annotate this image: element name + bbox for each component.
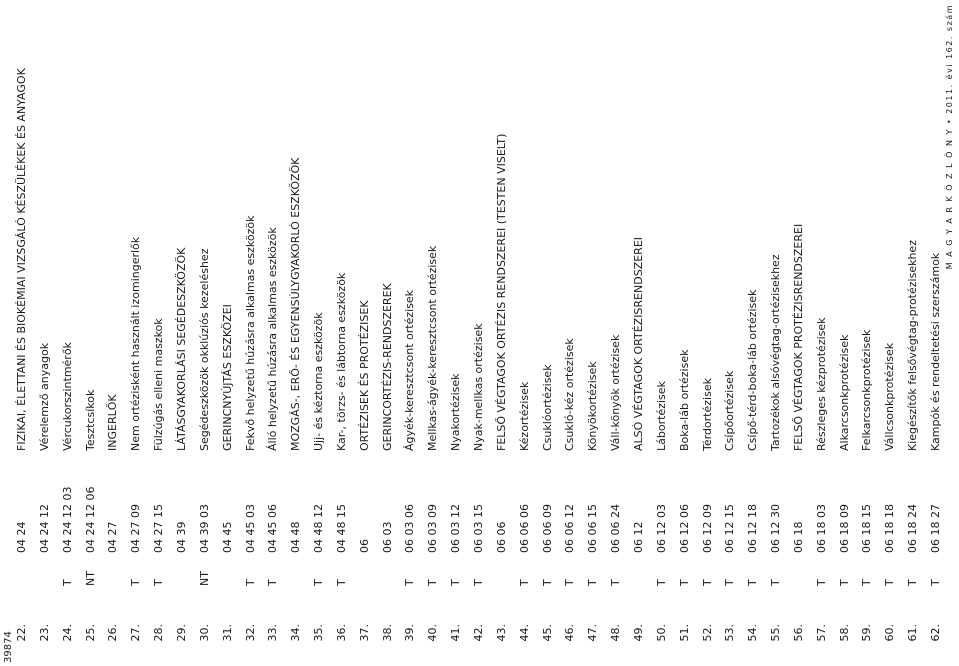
row-mark: T [723,579,737,586]
item-name: Kiegészítők felsővégtag-protézisekhez [906,240,920,451]
iso-code: 04 24 12 03 [60,486,74,553]
table-row [106,0,122,666]
iso-code: 04 39 [174,521,188,553]
row-mark: T [883,579,897,586]
table-row [723,0,739,666]
row-number: 25. [83,624,97,642]
row-mark: NT [83,571,97,586]
iso-code: 06 06 15 [586,504,600,553]
item-name: INGERLŐK [106,394,120,451]
item-name: ALSÓ VÉGTAGOK ORTÉZISRENDSZEREI [631,236,645,451]
row-number: 24. [60,624,74,642]
iso-code: 06 03 12 [449,504,463,553]
table-row [381,0,397,666]
iso-code: 06 12 30 [769,504,783,553]
item-name: Vállcsonkprotézisek [883,342,897,451]
table-row [609,0,625,666]
item-name: Kar-, törzs- és lábtorna eszközök [334,272,348,451]
iso-code: 06 03 06 [403,504,417,553]
item-name: Könyökortézisek [586,361,600,451]
row-number: 50. [654,624,668,642]
table-row [403,0,419,666]
row-mark: T [449,579,463,586]
row-number: 62. [929,624,942,642]
iso-code: 06 12 06 [677,504,691,553]
item-name: Lábortézisek [654,381,668,451]
iso-code: 06 06 [494,521,508,553]
row-number: 38. [380,624,394,642]
row-number: 34. [289,624,303,642]
table-row [815,0,831,666]
table-row [221,0,237,666]
table-row [472,0,488,666]
row-number: 33. [266,624,280,642]
iso-code: 04 45 03 [243,504,257,553]
row-mark: T [129,579,143,586]
table-row [563,0,579,666]
table-row [678,0,694,666]
item-name: GERINCNYÚJTÁS ESZKÖZEI [220,304,234,451]
page-number: 39874 [3,631,14,663]
row-number: 31. [220,624,234,642]
row-mark: T [152,579,166,586]
iso-code: 06 03 09 [426,504,440,553]
iso-code: 06 18 18 [883,504,897,553]
row-number: 26. [106,624,120,642]
iso-code: 06 18 27 [929,504,942,553]
item-name: ORTÉZISEK ÉS PROTÉZISEK [357,300,371,451]
iso-code: 06 12 03 [654,504,668,553]
table-row [769,0,785,666]
iso-code: 04 27 [106,521,120,553]
row-number: 48. [609,624,623,642]
row-number: 41. [449,624,463,642]
row-mark: T [312,579,326,586]
row-mark: T [906,579,920,586]
table-row [198,0,214,666]
item-name: Vérelemző anyagok [37,342,51,451]
item-name: MOZGÁS-, ERŐ- ÉS EGYENSÚLYGYAKORLÓ ESZKÖZÖK [289,157,303,451]
item-name: Felkarcsonkprotézisek [860,329,874,451]
row-mark: T [243,579,257,586]
table-row [358,0,374,666]
row-number: 30. [197,624,211,642]
row-number: 52. [700,624,714,642]
iso-code: 04 24 12 [37,504,51,553]
item-name: Ujj- és kéztorna eszközök [312,312,326,451]
table-row [586,0,602,666]
row-number: 35. [312,624,326,642]
item-name: Vércukorszintmérők [60,342,74,451]
row-number: 54. [746,624,760,642]
iso-code: 04 45 06 [266,504,280,553]
table-row [266,0,282,666]
iso-code: 06 18 24 [906,504,920,553]
item-name: Fekvő helyzetű húzásra alkalmas eszközök [243,215,257,451]
item-name: Boka-láb ortézisek [677,349,691,451]
item-name: Csípőortézisek [723,370,737,451]
item-name: GERINCORTÉZIS-RENDSZEREK [380,283,394,451]
row-number: 57. [814,624,828,642]
table-row [335,0,351,666]
row-mark: T [60,579,74,586]
row-number: 46. [563,624,577,642]
item-name: Nyak-mellkas ortézisek [472,323,485,451]
iso-code: 04 39 03 [197,504,211,553]
table-row [495,0,511,666]
row-number: 27. [129,624,143,642]
table-row [929,0,945,666]
iso-code: 06 12 18 [746,504,760,553]
row-number: 59. [860,624,874,642]
row-number: 29. [174,624,188,642]
item-name: Csukló-kéz ortézisek [563,338,577,451]
item-name: FIZIKAI, ÉLETTANI ÉS BIOKÉMIAI VIZSGÁLÓ KÉSZÜLÉKEK ÉS ANYAGOK [15,68,28,451]
iso-code: 06 12 09 [700,504,714,553]
row-mark: T [929,579,942,586]
iso-code: 06 12 [631,521,645,553]
row-number: 37. [357,624,371,642]
row-number: 43. [494,624,508,642]
item-name: Váll-könyök ortézisek [609,334,623,451]
table-row [175,0,191,666]
table-row [312,0,328,666]
row-mark: T [472,579,485,586]
row-mark: T [837,579,851,586]
iso-code: 06 [357,539,371,553]
iso-code: 04 48 15 [334,504,348,553]
iso-code: 06 03 15 [472,504,485,553]
row-number: 40. [426,624,440,642]
row-number: 32. [243,624,257,642]
row-number: 23. [37,624,51,642]
item-name: Tartozékok alsóvégtag-ortézisekhez [769,254,783,451]
iso-code: 06 03 [380,521,394,553]
row-number: 53. [723,624,737,642]
item-name: FELSŐ VÉGTAGOK PROTÉZISRENDSZEREI [791,223,805,451]
row-mark: T [426,579,440,586]
row-mark: T [586,579,600,586]
iso-code: 06 06 12 [563,504,577,553]
iso-code: 04 27 15 [152,504,166,553]
table-row [152,0,168,666]
table-row [518,0,534,666]
row-mark: T [746,579,760,586]
iso-code: 06 06 24 [609,504,623,553]
item-name: Kézortézisek [517,381,531,451]
iso-code: 06 18 15 [860,504,874,553]
table-row [883,0,899,666]
table-row [289,0,305,666]
row-number: 58. [837,624,851,642]
row-mark: T [540,579,554,586]
row-number: 28. [152,624,166,642]
item-name: Csuklóortézisek [540,364,554,451]
row-number: 47. [586,624,600,642]
row-mark: T [700,579,714,586]
table-row [426,0,442,666]
row-number: 60. [883,624,897,642]
row-mark: T [403,579,417,586]
table-row [746,0,762,666]
row-number: 56. [791,624,805,642]
iso-code: 04 24 12 06 [83,486,97,553]
table-row [449,0,465,666]
row-mark: T [563,579,577,586]
table-row [15,0,31,666]
row-number: 42. [472,624,485,642]
table-row [129,0,145,666]
row-number: 45. [540,624,554,642]
row-mark: T [609,579,623,586]
table-row [61,0,77,666]
row-number: 55. [769,624,783,642]
row-mark: T [860,579,874,586]
row-number: 22. [15,624,28,642]
item-name: Segédeszközök okklúziós kezeléshez [197,248,211,451]
row-number: 39. [403,624,417,642]
row-number: 61. [906,624,920,642]
iso-code: 04 48 [289,521,303,553]
row-mark: T [266,579,280,586]
table-row [906,0,922,666]
item-name: Alkarcsonkprotézisek [837,334,851,451]
iso-code: 04 24 [15,521,28,553]
item-name: Álló helyzetű húzásra alkalmas eszközök [266,227,280,451]
page-header: M A G Y A R K Ö Z L Ö N Y • 2011. évi 162. szám [945,4,954,270]
item-name: FELSŐ VÉGTAGOK ORTÉZIS RENDSZEREI (TESTEN VISELT) [494,133,508,451]
row-mark: NT [197,571,211,586]
iso-code: 06 18 03 [814,504,828,553]
row-number: 36. [334,624,348,642]
row-number: 51. [677,624,691,642]
table-row [632,0,648,666]
item-name: Ágyék-keresztcsont ortézisek [403,289,417,451]
iso-code: 06 12 15 [723,504,737,553]
item-name: Nem ortézisként használt izomingerlők [129,236,143,451]
item-name: Csípő-térd-boka-láb ortézisek [746,289,760,451]
row-mark: T [814,579,828,586]
row-number: 44. [517,624,531,642]
item-name: Nyakortézisek [449,373,463,451]
iso-code: 04 45 [220,521,234,553]
row-mark: T [334,579,348,586]
table-row [38,0,54,666]
item-name: Részleges kézprotézisek [814,317,828,451]
row-mark: T [677,579,691,586]
table-row [838,0,854,666]
item-name: Mellkas-ágyék-keresztcsont ortézisek [426,245,440,451]
iso-code: 04 48 12 [312,504,326,553]
row-mark: T [654,579,668,586]
row-mark: T [769,579,783,586]
table-row [244,0,260,666]
item-name: Tesztcsíkok [83,389,97,451]
table-row [541,0,557,666]
table-row [701,0,717,666]
iso-code: 06 06 09 [540,504,554,553]
table-row [655,0,671,666]
iso-code: 06 18 [791,521,805,553]
row-mark: T [517,579,531,586]
table-row [860,0,876,666]
row-number: 49. [631,624,645,642]
item-name: Kampók és rendeltetési szerszámok [929,252,942,451]
table-row [792,0,808,666]
item-name: Fülzúgás elleni maszkok [152,318,166,451]
table-row [84,0,100,666]
item-name: LÁTÁSGYAKORLÁSI SEGÉDESZKÖZÖK [174,247,188,451]
iso-code: 06 18 09 [837,504,851,553]
iso-code: 04 27 09 [129,504,143,553]
iso-code: 06 06 06 [517,504,531,553]
item-name: Térdortézisek [700,378,714,451]
